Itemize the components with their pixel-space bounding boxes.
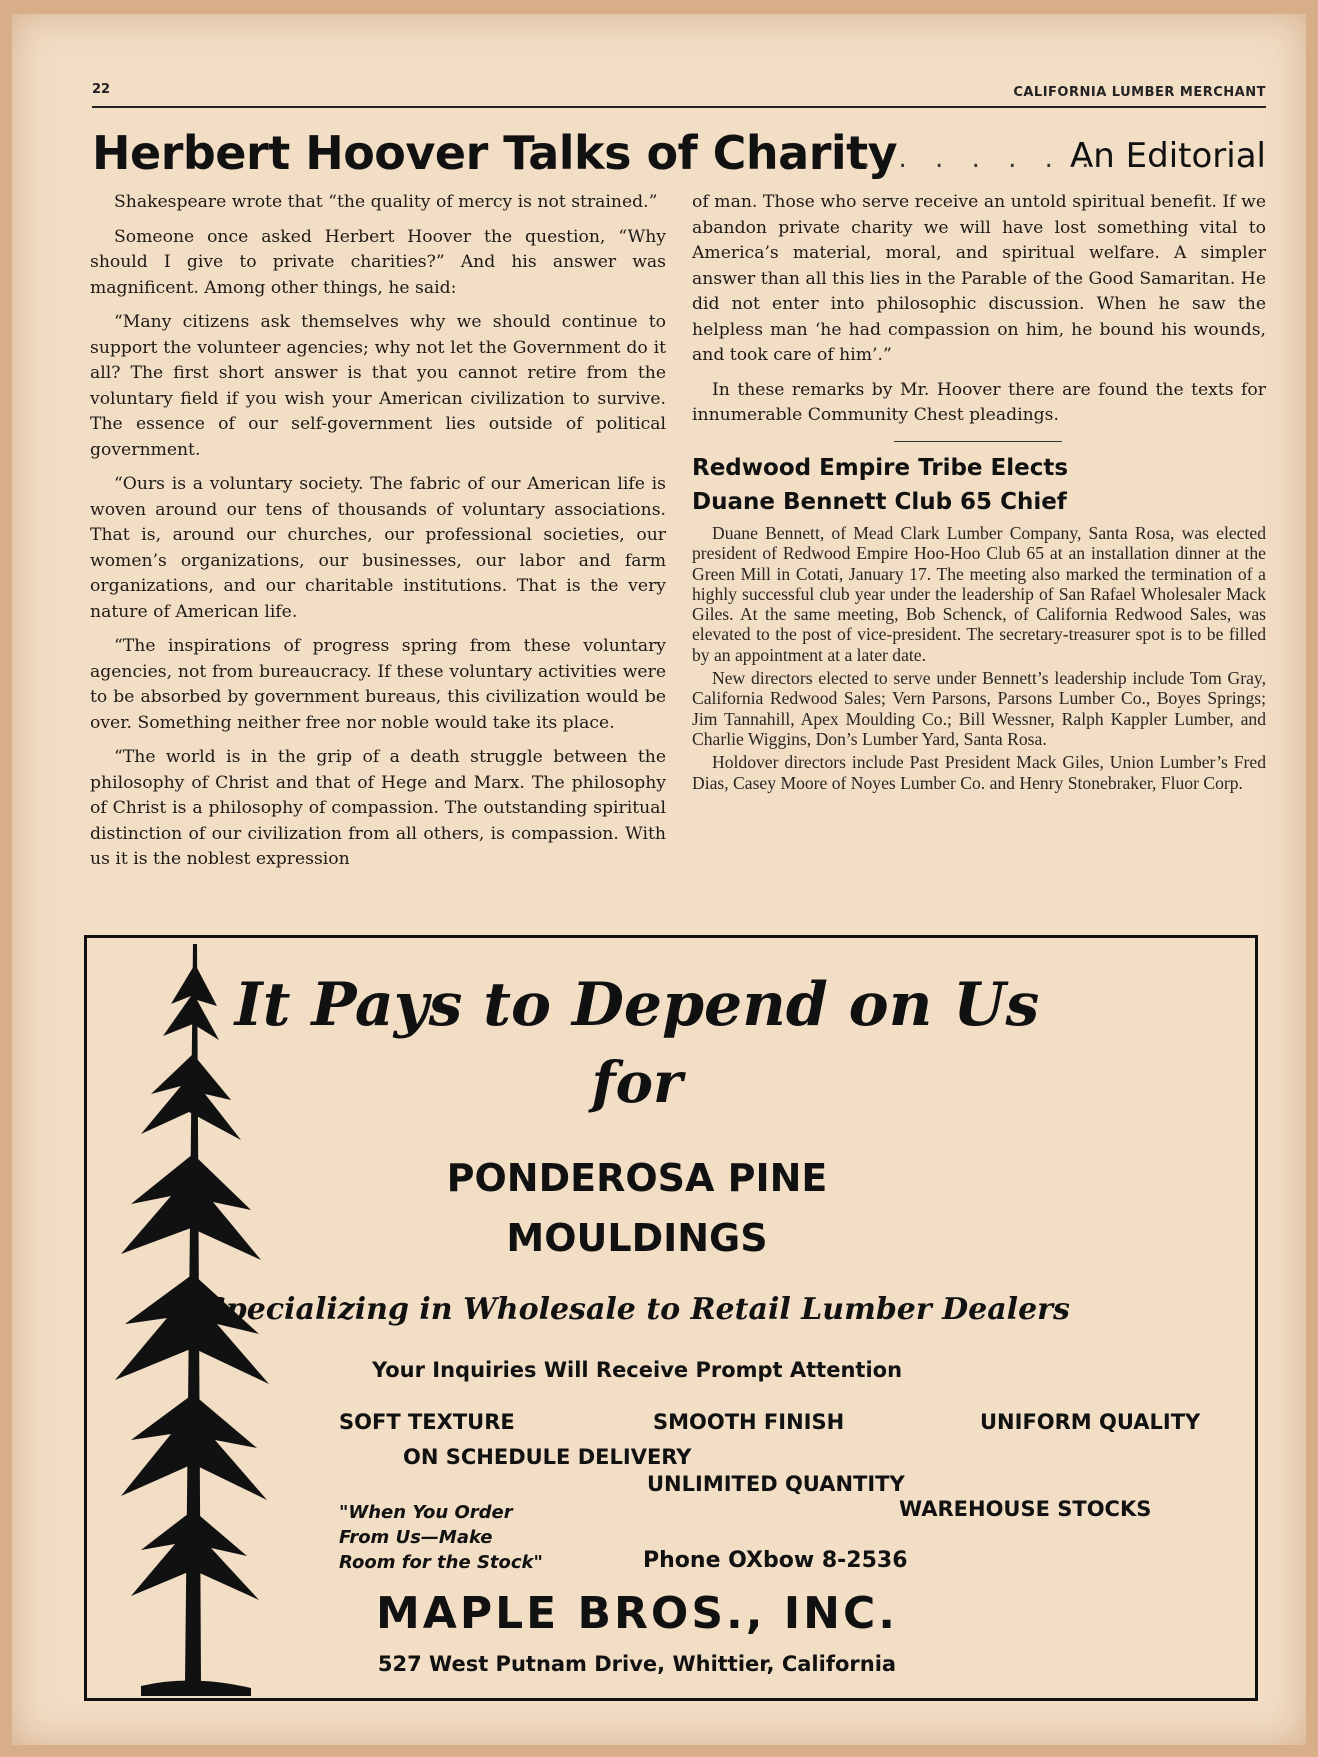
ad-feature: SMOOTH FINISH bbox=[653, 1410, 845, 1434]
ad-feature: UNLIMITED QUANTITY bbox=[647, 1472, 905, 1496]
ad-slogan-for: for bbox=[591, 1050, 683, 1116]
editorial-right-column bbox=[692, 190, 1266, 438]
news-headline-line: Duane Bennett Club 65 Chief bbox=[692, 489, 1067, 515]
news-headline bbox=[692, 451, 1266, 519]
editorial-paragraph: In these remarks by Mr. Hoover there are found the texts for innumerable Community Chest pleadings. bbox=[692, 379, 1266, 425]
ad-product-line: PONDEROSA PINE bbox=[446, 1156, 828, 1200]
news-headline-line: Redwood Empire Tribe Elects bbox=[692, 455, 1069, 481]
ad-inquiries: Your Inquiries Will Receive Prompt Attention bbox=[371, 1358, 903, 1382]
section-divider bbox=[894, 441, 1062, 442]
publication-name: CALIFORNIA LUMBER MERCHANT bbox=[1013, 85, 1266, 100]
ad-quote-line: Room for the Stock" bbox=[339, 1552, 543, 1573]
news-paragraph: Duane Bennett, of Mead Clark Lumber Company, Santa Rosa, was elected president of Redwood Empire Hoo-Hoo Club 65 at an installation dinner at the Green Mill in Cotati, January 17. The meeting also marked the termination of a highly successful club year under the leadership of San Rafael Wholesaler Mack Giles. At the same meeting, Bob Schenck, of California Redwood Sales, was elevated to the post of vice-president. The secretary-treasurer spot is to be filled by an appointment at a later date. bbox=[692, 523, 1266, 665]
ad-feature: UNIFORM QUALITY bbox=[980, 1410, 1201, 1434]
ad-quote-line: "When You Order bbox=[339, 1502, 513, 1523]
editorial-paragraph: Someone once asked Herbert Hoover the question, “Why should I give to private charities?” And his answer was magnificent. Among other things, he said: bbox=[90, 226, 666, 298]
editorial-paragraph: of man. Those who serve receive an untold spiritual benefit. If we abandon private charity we will have lost something vital to America’s material, moral, and spiritual welfare. A simpler answer than all this lies in the Parable of the Good Samaritan. He did not enter into philosophic discussion. When he saw the helpless man ‘he had compassion on him, he bound his wounds, and took care of him’.” bbox=[692, 192, 1266, 365]
dot-leader: . . . . . . . bbox=[862, 144, 1100, 174]
editorial-kicker: An Editorial bbox=[1070, 136, 1266, 176]
editorial-headline: Herbert Hoover Talks of Charity bbox=[92, 126, 898, 180]
editorial-left-column bbox=[90, 190, 666, 882]
editorial-paragraph: “The world is in the grip of a death struggle between the philosophy of Christ and that of Hege and Marx. The philosophy of Christ is a philosophy of compassion. The outstanding spiritual distinction of our civilization from all others, is compassion. With us it is the noblest expression bbox=[90, 747, 666, 869]
ad-slogan: It Pays to Depend on Us bbox=[234, 970, 1040, 1040]
editorial-paragraph: “Many citizens ask themselves why we should continue to support the volunteer agencies; why not let the Government do it all? The first short answer is that you cannot retire from the voluntary field if you wish your American civilization to survive. The essence of our self-government lies outside of political government. bbox=[90, 312, 666, 460]
news-article bbox=[692, 523, 1266, 796]
editorial-paragraph: Shakespeare wrote that “the quality of mercy is not strained.” bbox=[114, 192, 658, 212]
ad-phone: Phone OXbow 8-2536 bbox=[643, 1548, 908, 1573]
editorial-headline-row bbox=[92, 126, 1266, 186]
news-paragraph: New directors elected to serve under Bennett’s leadership include Tom Gray, California Redwood Sales; Vern Parsons, Parsons Lumber Co., Boyes Springs; Jim Tannahill, Apex Moulding Co.; Bill Wessner, Ralph Kappler Lumber, and Charlie Wiggins, Don’s Lumber Yard, Santa Rosa. bbox=[692, 668, 1266, 749]
editorial-paragraph: “Ours is a voluntary society. The fabric of our American life is woven around our tens of thousands of voluntary associations. That is, around our churches, our professional societies, our women’s organizations, our businesses, our labor and farm organizations, and our charitable institutions. That is the very nature of American life. bbox=[90, 474, 666, 622]
page-number: 22 bbox=[92, 82, 111, 97]
magazine-page bbox=[12, 14, 1306, 1745]
ad-feature: ON SCHEDULE DELIVERY bbox=[403, 1445, 692, 1469]
ad-product-line: MOULDINGS bbox=[506, 1216, 768, 1260]
editorial-paragraph: “The inspirations of progress spring from these voluntary agencies, not from bureaucracy. If these voluntary activities were to be absorbed by government bureaus, this civilization would be over. Something neither free nor noble would take its place. bbox=[90, 636, 666, 733]
ad-company-name: MAPLE BROS., INC. bbox=[376, 1588, 898, 1639]
running-header bbox=[92, 82, 1266, 108]
ad-quote bbox=[339, 1500, 579, 1575]
ad-feature: SOFT TEXTURE bbox=[339, 1410, 515, 1434]
ad-specialty: Specializing in Wholesale to Retail Lumber Dealers bbox=[204, 1292, 1070, 1327]
advertisement bbox=[84, 935, 1258, 1701]
news-paragraph: Holdover directors include Past President Mack Giles, Union Lumber’s Fred Dias, Casey Moore of Noyes Lumber Co. and Henry Stonebraker, Fluor Corp. bbox=[692, 752, 1266, 793]
ad-address: 527 West Putnam Drive, Whittier, California bbox=[377, 1652, 897, 1676]
ad-quote-line: From Us—Make bbox=[339, 1527, 493, 1548]
ad-feature: WAREHOUSE STOCKS bbox=[899, 1497, 1152, 1521]
